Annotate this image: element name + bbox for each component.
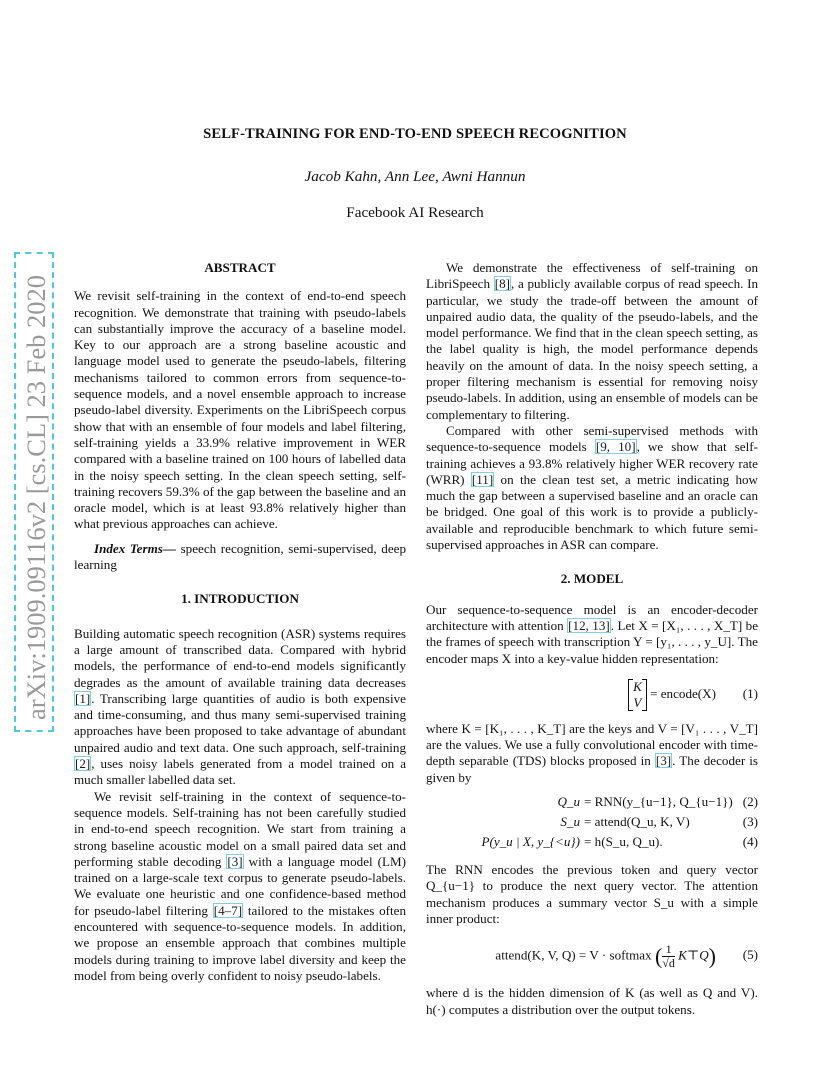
eq3-lhs: S_u <box>560 814 580 830</box>
right-p1-text-b: , a publicly available corpus of read speech. In particular, we study the trade-off between the amount of unpaired audio data, the quality of the pseudo-labels, and the model performance. We find that in the clean speech setting, as the label quality is high, the model performance depends heavily on the amount of data. In the noisy speech setting, a proper filtering mechanism is essential for removing noisy pseudo-labels. In addition, using an ensemble of models can be complementary to filtering. <box>426 276 759 422</box>
citation-link[interactable]: [1] <box>75 690 91 706</box>
paper-authors: Jacob Kahn, Ann Lee, Awni Hannun <box>304 168 526 185</box>
equation-5: attend(K, V, Q) = V · softmax ( $\frac{1}{√d}$ K⊤Q) (5) <box>495 942 758 971</box>
eq2-rhs: = RNN(y_{u−1}, Q_{u−1}) <box>584 794 733 810</box>
model-paragraph-1 <box>426 602 758 667</box>
kv-matrix: K V <box>628 679 647 711</box>
citation-link[interactable]: [2] <box>75 756 91 772</box>
intro-p1-text-b: . Transcribing large quantities of audio is both expensive and time-consuming, and thus many semi-supervised training approaches have been proposed to take advantage of abundant unpaired audio and text data. One such approach, self-training <box>74 690 406 755</box>
eq5-fraction: $\frac{1}{√d}$ <box>662 942 675 971</box>
eq5-lhs: attend(K, V, Q) = V · softmax <box>495 947 652 963</box>
index-terms-text: speech recognition, semi-supervised, deep learning <box>74 540 406 573</box>
eq5-tail: K⊤Q <box>678 947 709 963</box>
intro-p1-text-c: , uses noisy labels generated from a model trained on a much smaller labelled data set. <box>74 756 406 788</box>
citation-link[interactable]: [8] <box>494 276 510 292</box>
intro-paragraph-1 <box>74 626 406 789</box>
eq5-number: (5) <box>742 947 758 963</box>
intro-paragraph-2 <box>74 789 406 985</box>
eq3-rhs: = attend(Q_u, K, V) <box>584 814 690 830</box>
equation-2 <box>426 794 758 814</box>
model-p1-text-a: Our sequence-to-sequence model is an encoder-decoder architecture with attention <box>426 601 758 633</box>
model-p1-text-b: . Let X = [X₁, . . . , X_T] be the frames of speech with transcription Y = [y₁, . . . , y_U]. The encoder maps X into a key-value hidden representation: <box>426 617 759 666</box>
right-p2-text-b: , we show that self-training achieves a 93.8% relatively higher WER recovery rate (WRR) <box>426 439 758 487</box>
index-terms <box>74 541 406 574</box>
right-column <box>426 260 758 1018</box>
model-heading: 2. MODEL <box>560 571 624 587</box>
citation-link[interactable]: [4–7] <box>213 902 243 918</box>
eq4-number: (4) <box>742 834 758 850</box>
intro-p2-text-a: We revisit self-training in the context of sequence-to-sequence models. Self-training has not been carefully studied in end-to-end speech recognition. We start from training a strong baseline acoustic model on a small paired data set and performing stable decoding <box>74 788 406 869</box>
abstract-heading: ABSTRACT <box>204 260 276 275</box>
equation-4 <box>426 834 758 854</box>
model-paragraph-2 <box>426 721 758 786</box>
citation-link[interactable]: [12, 13] <box>568 617 610 633</box>
model-p2-text-b: . The decoder is given by <box>426 753 758 785</box>
paper-title: SELF-TRAINING FOR END-TO-END SPEECH RECOGNITION <box>203 126 627 142</box>
eq3-number: (3) <box>742 814 758 830</box>
eq1-number: (1) <box>742 685 758 701</box>
eq2-lhs: Q_u <box>557 794 580 810</box>
eq4-rhs: = h(S_u, Q_u). <box>584 834 663 850</box>
right-paragraph-2 <box>426 423 758 553</box>
intro-p1-text-a: Building automatic speech recognition (ASR) systems requires a large amount of transcribed data. Compared with hybrid models, the performance of end-to-end models significantly degrades as the amount of available training data decreases <box>74 625 406 690</box>
citation-link[interactable]: [9, 10] <box>595 439 636 455</box>
citation-link[interactable]: [3] <box>227 853 243 869</box>
eq2-number: (2) <box>742 794 758 810</box>
left-column <box>74 260 406 984</box>
equation-1 <box>426 675 758 713</box>
citation-link[interactable]: [11] <box>471 471 494 487</box>
abstract-text: We revisit self-training in the context of end-to-end speech recognition. We demonstrate that training with pseudo-labels can substantially improve the accuracy of a baseline model. Key to our approach are a strong baseline acoustic and language model used to generate the pseudo-labels, filtering mechanisms tailored to common errors from sequence-to-sequence models, and a novel ensemble approach to increase pseudo-label diversity. Experiments on the LibriSpeech corpus show that with an ensemble of four models and label filtering, self-training yields a 33.9% relative improvement in WER compared with a baseline trained on 100 hours of labelled data in the noisy speech setting. In the clean speech setting, self-training recovers 59.3% of the gap between the baseline and an oracle model, which is at least 93.8% relatively higher than what previous approaches can achieve. <box>74 288 406 532</box>
arxiv-watermark[interactable]: arXiv:1909.09116v2 [cs.CL] 23 Feb 2020 <box>14 252 54 732</box>
intro-p2-text-c: tailored to the mistakes often encountered with sequence-to-sequence models. In addition, we propose an ensemble approach that combines multiple models during training to improve label diversity and keep the model from being overly confident to noisy pseudo-labels. <box>74 902 407 983</box>
intro-p2-text-b: with a language model (LM) trained on a large-scale text corpus to generate pseudo-labels. We evaluate one heuristic and one confidence-based method for pseudo-label filtering <box>74 853 407 918</box>
model-paragraph-4: where d is the hidden dimension of K (as well as Q and V). h(·) computes a distribution over the output tokens. <box>426 985 758 1017</box>
right-paragraph-1 <box>426 260 758 423</box>
model-paragraph-3: The RNN encodes the previous token and query vector Q_{u−1} to produce the next query vector. The attention mechanism produces a summary vector S_u with a simple inner product: <box>426 862 758 926</box>
index-terms-label: Index Terms— <box>94 540 176 556</box>
intro-heading: 1. INTRODUCTION <box>181 591 299 607</box>
citation-link[interactable]: [3] <box>655 753 672 769</box>
paper-affiliation: Facebook AI Research <box>346 204 484 221</box>
eq4-lhs: P(y_u | X, y_{<u}) <box>481 834 580 850</box>
right-p2-text-c: on the clean test set, a metric indicating how much the gap between a supervised baseline and an oracle can be bridged. One goal of this work is to provide a publicly-available and reproducible benchmark to which future semi-supervised approaches in ASR can compare. <box>426 471 758 553</box>
right-p1-text-a: We demonstrate the effectiveness of self-training on LibriSpeech <box>426 260 758 292</box>
eq1-rhs: = encode(X) <box>650 685 716 701</box>
right-p2-text-a: Compared with other semi-supervised methods with sequence-to-sequence models <box>426 422 758 455</box>
equation-3 <box>426 814 758 834</box>
model-p2-text-a: where K = [K₁, . . . , K_T] are the keys and V = [V₁ . . . , V_T] are the values. We use a fully convolutional encoder with time-depth separable (TDS) blocks proposed in <box>426 720 758 769</box>
